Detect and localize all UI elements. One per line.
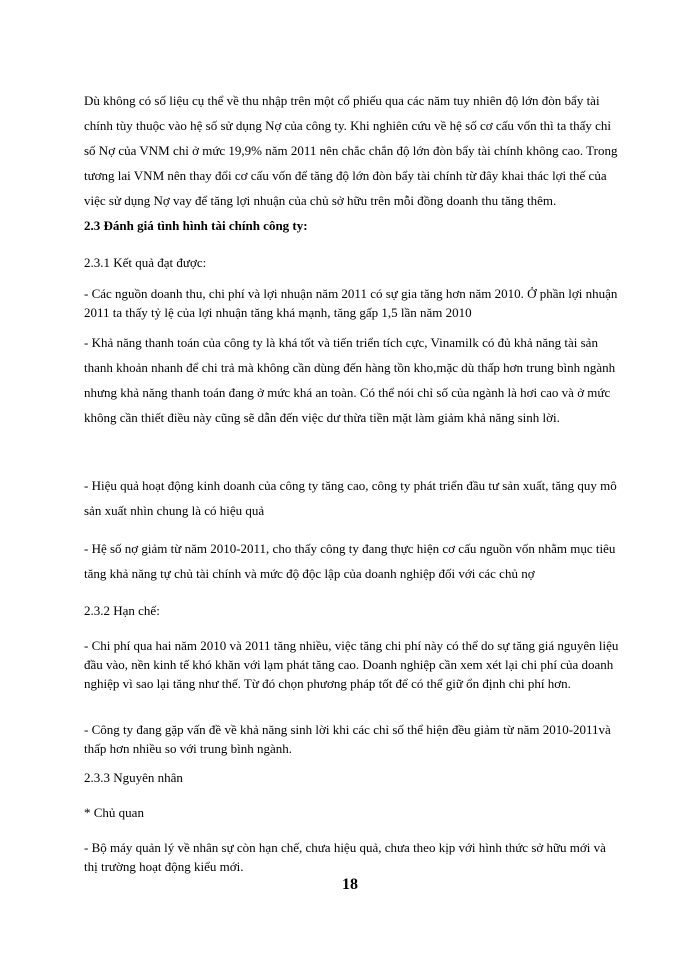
subsection-heading-2-3-2: 2.3.2 Hạn chế: [84,603,160,618]
paragraph-limit-costs: - Chi phí qua hai năm 2010 và 2011 tăng nhiều, việc tăng chi phí này có thể do sự tăng giá nguyên liệu đầu vào, nền kinh tế khó khăn với lạm phát tăng cao. Doanh nghiệp cần xem xét lại chi phí của doanh nghiệp vì sao lại tăng như thế. Từ đó chọn phương pháp tốt để có thể giữ ổn định chi phí hơn. [84,638,619,691]
page-number: 18 [342,876,358,893]
subsection-heading-2-3-1: 2.3.1 Kết quả đạt được: [84,255,207,270]
paragraph-leverage: Dù không có số liệu cụ thể về thu nhập trên một cổ phiếu qua các năm tuy nhiên độ lớn đòn bẩy tài chính tùy thuộc vào hệ số sử dụng Nợ của công ty. Khi nghiên cứu về hệ số cơ cấu vốn thì ta thấy chỉ số Nợ của VNM chỉ ở mức 19,9% năm 2011 nên chắc chắn độ lớn đòn bẩy tài chính không cao. Trong tương lai VNM nên thay đổi cơ cấu vốn để tăng độ lớn đòn bẩy tài chính từ đây khai thác lợi thế của việc sử dụng Nợ vay để tăng lợi nhuận của chủ sở hữu trên mỗi đồng doanh thu tăng thêm. [84,93,618,208]
paragraph-cause-management: - Bộ máy quản lý về nhân sự còn hạn chế, chưa hiệu quả, chưa theo kịp với hình thức sở hữu mới và thị trường hoạt động kiểu mới. [84,840,606,874]
section-heading-2-3: 2.3 Đánh giá tình hình tài chính công ty: [84,218,308,233]
paragraph-results-debt: - Hệ số nợ giảm từ năm 2010-2011, cho thấy công ty đang thực hiện cơ cấu nguồn vốn nhằm mục tiêu tăng khả năng tự chủ tài chính và mức độ độc lập của doanh nghiệp đối với các chủ nợ [84,541,616,581]
subjective-label: * Chủ quan [84,805,144,820]
paragraph-limit-profitability: - Công ty đang gặp vấn đề về khả năng sinh lời khi các chỉ số thể hiện đều giảm từ năm 2010-2011và thấp hơn nhiều so với trung bình ngành. [84,722,611,756]
paragraph-results-efficiency: - Hiệu quả hoạt động kinh doanh của công ty tăng cao, công ty phát triển đầu tư sản xuất, tăng quy mô sản xuất nhìn chung là có hiệu quả [84,478,617,518]
paragraph-results-revenue: - Các nguồn doanh thu, chi phí và lợi nhuận năm 2011 có sự gia tăng hơn năm 2010. Ở phần lợi nhuận 2011 ta thấy tỷ lệ của lợi nhuận tăng khá mạnh, tăng gấp 1,5 lần năm 2010 [84,286,618,320]
paragraph-results-liquidity: - Khả năng thanh toán của công ty là khá tốt và tiến triển tích cực, Vinamilk có đủ khả năng tài sản thanh khoản nhanh để chi trả mà không cần dùng đến hàng tồn kho,mặc dù thấp hơn trung bình ngành nhưng khả năng thanh toán đang ở mức khá an toàn. Có thể nói chỉ số của ngành là hơi cao và ở mức không cần thiết điều này cũng sẽ dẫn đến việc dư thừa tiền mặt làm giảm khả năng sinh lời. [84,335,616,425]
subsection-heading-2-3-3: 2.3.3 Nguyên nhân [84,770,183,785]
